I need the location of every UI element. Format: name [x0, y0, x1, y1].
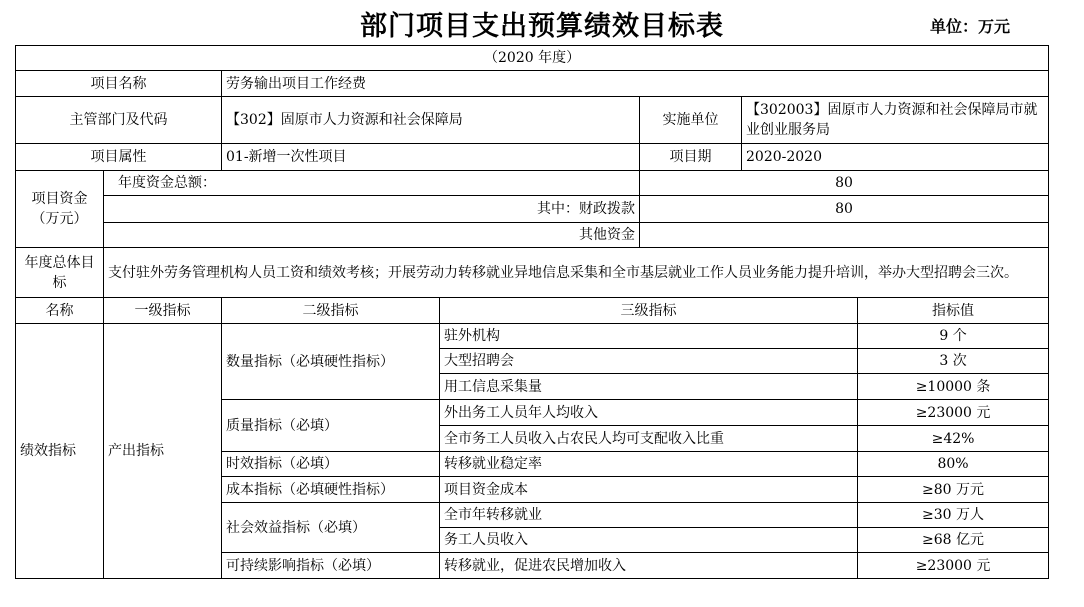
- attr-value: 01-新增一次性项目: [222, 144, 640, 171]
- level2-timeliness: 时效指标（必填）: [222, 452, 440, 477]
- dept-label: 主管部门及代码: [16, 97, 222, 144]
- header-level3: 三级指标: [440, 298, 858, 324]
- level3-item: 驻外机构: [440, 324, 858, 349]
- perf-level1-cell: 产出指标: [104, 324, 222, 579]
- total-funds-value: 80: [640, 171, 1049, 196]
- level2-quantity: 数量指标（必填硬性指标）: [222, 324, 440, 400]
- year-cell: （2020 年度）: [16, 46, 1049, 71]
- other-funds-label: 其他资金: [104, 223, 640, 248]
- indicator-value: 3 次: [858, 349, 1049, 374]
- header-level2: 二级指标: [222, 298, 440, 324]
- level2-cost: 成本指标（必填硬性指标）: [222, 477, 440, 503]
- header-level1: 一级指标: [104, 298, 222, 324]
- goal-value: 支付驻外劳务管理机构人员工资和绩效考核；开展劳动力转移就业异地信息采集和全市基层就业工作人员业务能力提升培训，举办大型招聘会三次。: [104, 248, 1049, 298]
- unit-label: 单位：万元: [930, 17, 1011, 36]
- indicator-value: ≥10000 条: [858, 374, 1049, 400]
- indicator-value: 80%: [858, 452, 1049, 477]
- level3-item: 转移就业稳定率: [440, 452, 858, 477]
- dept-value: 【302】固原市人力资源和社会保障局: [222, 97, 640, 144]
- level3-item: 转移就业，促进农民增加收入: [440, 553, 858, 579]
- project-name-value: 劳务输出项目工作经费: [222, 71, 1049, 97]
- level2-sustainability: 可持续影响指标（必填）: [222, 553, 440, 579]
- indicator-value: ≥68 亿元: [858, 528, 1049, 553]
- indicator-value: ≥42%: [858, 426, 1049, 452]
- project-name-label: 项目名称: [16, 71, 222, 97]
- level3-item: 项目资金成本: [440, 477, 858, 503]
- header-value: 指标值: [858, 298, 1049, 324]
- level2-social: 社会效益指标（必填）: [222, 503, 440, 553]
- other-funds-value: [640, 223, 1049, 248]
- indicator-value: ≥23000 元: [858, 400, 1049, 426]
- total-funds-label: 年度资金总额：: [104, 171, 640, 196]
- indicator-value: ≥23000 元: [858, 553, 1049, 579]
- level3-item: 务工人员收入: [440, 528, 858, 553]
- impl-unit-label: 实施单位: [640, 97, 742, 144]
- level3-item: 全市年转移就业: [440, 503, 858, 528]
- perf-name-cell: 绩效指标: [16, 324, 104, 579]
- goal-label: 年度总体目标: [16, 248, 104, 298]
- indicator-value: 9 个: [858, 324, 1049, 349]
- indicator-value: ≥80 万元: [858, 477, 1049, 503]
- page-title: 部门项目支出预算绩效目标表: [360, 11, 724, 42]
- level3-item: 大型招聘会: [440, 349, 858, 374]
- indicator-value: ≥30 万人: [858, 503, 1049, 528]
- funds-label: 项目资金（万元）: [16, 171, 104, 248]
- header-name: 名称: [16, 298, 104, 324]
- level3-item: 外出务工人员年人均收入: [440, 400, 858, 426]
- fiscal-funds-value: 80: [640, 196, 1049, 223]
- level3-item: 全市务工人员收入占农民人均可支配收入比重: [440, 426, 858, 452]
- period-label: 项目期: [640, 144, 742, 171]
- fiscal-funds-label: 其中：财政拨款: [104, 196, 640, 223]
- impl-unit-value: 【302003】固原市人力资源和社会保障局市就业创业服务局: [742, 97, 1049, 144]
- attr-label: 项目属性: [16, 144, 222, 171]
- level3-item: 用工信息采集量: [440, 374, 858, 400]
- period-value: 2020-2020: [742, 144, 1049, 171]
- level2-quality: 质量指标（必填）: [222, 400, 440, 452]
- budget-performance-table: [15, 45, 1049, 579]
